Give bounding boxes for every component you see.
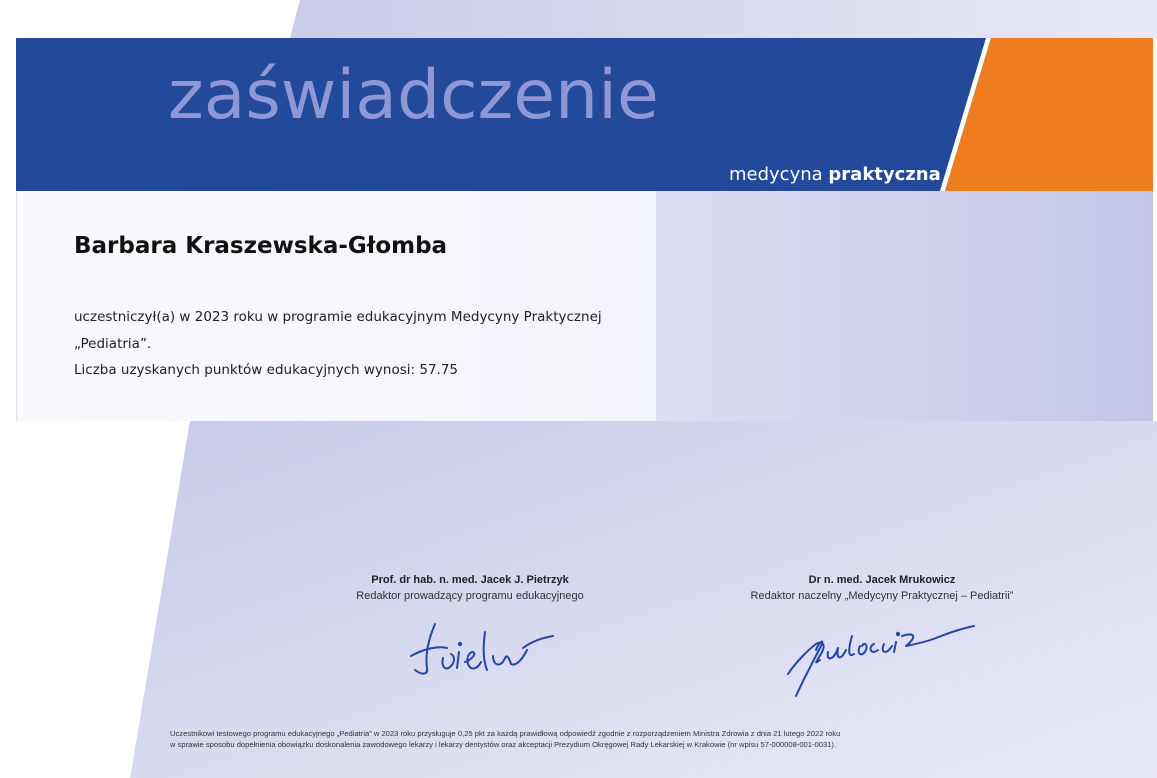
signatory-2-name: Dr n. med. Jacek Mrukowicz (808, 574, 956, 586)
top-wedge-shape (290, 0, 1157, 38)
brand-logo (729, 166, 941, 184)
certificate-title: zaświadczenie (168, 56, 659, 135)
signatory-1 (300, 572, 640, 604)
footer-line-2: w sprawie sposobu dopełnienia obowiązku doskonalenia zawodowego lekarzy i lekarzy dentystów oraz akceptacji Prezydium Okręgowej Rady Lekarskiej w Krakowie (nr wpisu 57-000008-001-0031). (170, 740, 837, 749)
certificate-body (74, 304, 602, 384)
signature-2-image (786, 614, 981, 702)
signatory-2-role: Redaktor naczelny „Medycyny Praktycznej – Pediatrii” (750, 590, 1014, 602)
brand-logo-bold: praktyczna (828, 164, 941, 185)
brand-logo-light: medycyna (729, 164, 823, 185)
signatory-1-role: Redaktor prowadzący programu edukacyjnego (356, 590, 584, 602)
footer-line-1: Uczestnikowi testowego programu edukacyjnego „Pediatria” w 2023 roku przysługuje 0,25 pkt za każdą prawidłową odpowiedź zgodnie z rozporządzeniem Ministra Zdrowia z dnia 21 lutego 2022 roku (170, 729, 841, 738)
signature-1-image (405, 618, 565, 683)
body-line-1: uczestniczył(a) w 2023 roku w programie edukacyjnym Medycyny Praktycznej (74, 309, 602, 325)
body-line-3: Liczba uzyskanych punktów edukacyjnych wynosi: 57.75 (74, 362, 459, 378)
recipient-name: Barbara Kraszewska-Głomba (74, 233, 448, 259)
signatory-1-name: Prof. dr hab. n. med. Jacek J. Pietrzyk (371, 574, 569, 586)
signatory-2 (712, 572, 1052, 604)
legal-footer (170, 728, 1030, 750)
body-line-2: „Pediatria”. (74, 335, 152, 352)
